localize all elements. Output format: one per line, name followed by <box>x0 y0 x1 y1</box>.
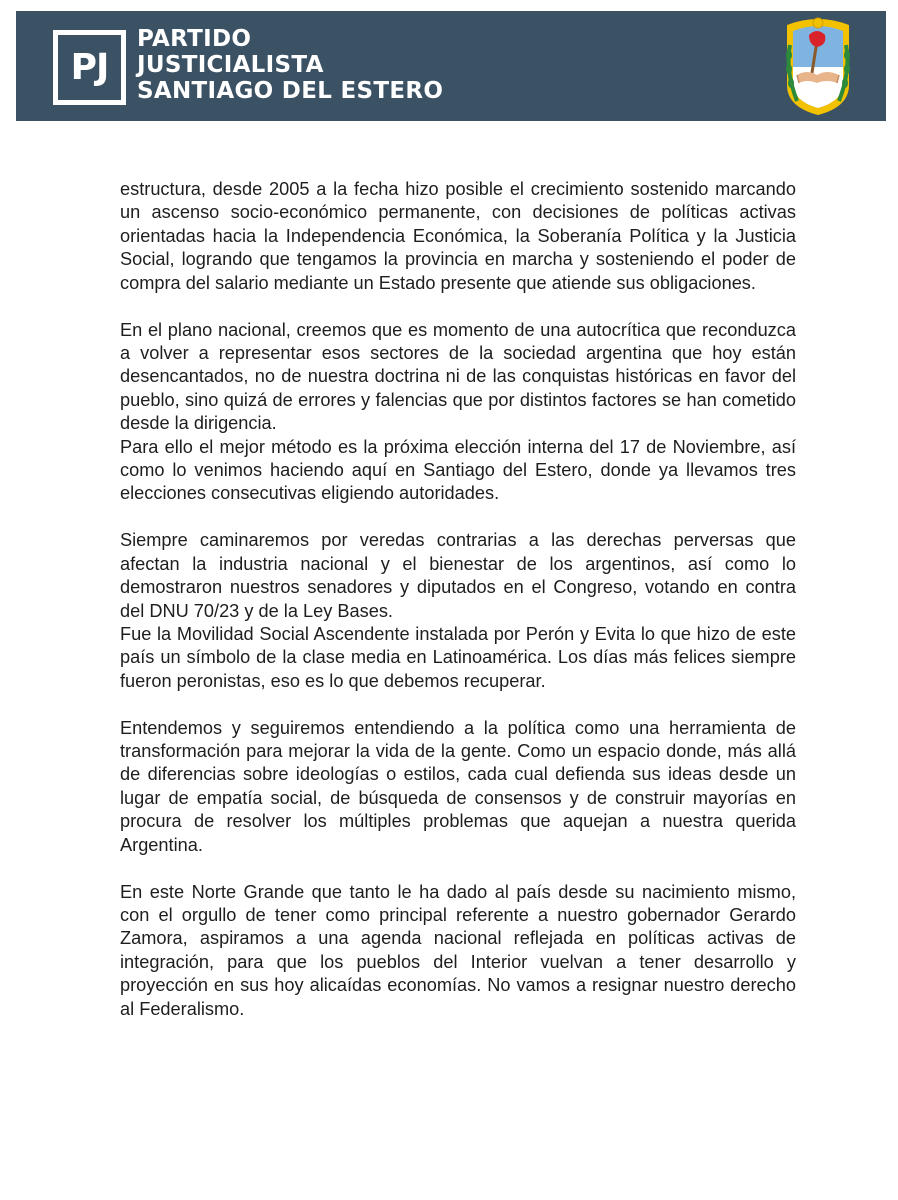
party-name-line-2: JUSTICIALISTA <box>137 52 324 78</box>
letterhead-banner <box>16 11 886 121</box>
paragraph: Siempre caminaremos por veredas contrarias a las derechas perversas que afectan la industria nacional y el bienestar de los argentinos, así como lo demostraron nuestros senadores y diputados en el Congreso, votando en contra del DNU 70/23 y de la Ley Bases. <box>120 530 796 621</box>
paragraph: estructura, desde 2005 a la fecha hizo posible el crecimiento sostenido marcando un ascenso socio-económico permanente, con decisiones de políticas activas orientadas hacia la Independencia Económica, la Soberanía Política y la Justicia Social, logrando que tengamos la provincia en marcha y sosteniendo el poder de compra del salario mediante un Estado presente que atiende sus obligaciones. <box>120 179 796 293</box>
peronist-shield-icon <box>781 15 855 117</box>
paragraph: En el plano nacional, creemos que es momento de una autocrítica que reconduzca a volver a representar esos sectores de la sociedad argentina que hoy están desencantados, no de nuestra doctrina ni de las conquistas históricas en favor del pueblo, sino quizá de errores y falencias que por distintos factores se han cometido desde la dirigencia. <box>120 319 796 434</box>
party-name-line-1: PARTIDO <box>137 26 252 52</box>
pj-logo-text: PJ <box>70 46 109 88</box>
paragraph: Entendemos y seguiremos entendiendo a la política como una herramienta de transformación para mejorar la vida de la gente. Como un espacio donde, más allá de diferencias sobre ideologías o estilos, cada cual defienda sus ideas desde un lugar de empatía social, de búsqueda de consensos y de construir mayorías en procura de resolver los múltiples problemas que aquejan a nuestra querida Argentina. <box>120 717 796 855</box>
letter-body <box>120 178 796 1021</box>
party-name <box>137 26 443 104</box>
pj-logo <box>53 30 126 105</box>
party-name-line-3: SANTIAGO DEL ESTERO <box>137 78 444 104</box>
paragraph: Para ello el mejor método es la próxima elección interna del 17 de Noviembre, así como lo venimos haciendo aquí en Santiago del Estero, donde ya llevamos tres elecciones consecutivas eligiendo autoridades. <box>120 436 796 504</box>
paragraph: En este Norte Grande que tanto le ha dado al país desde su nacimiento mismo, con el orgullo de tener como principal referente a nuestro gobernador Gerardo Zamora, aspiramos a una agenda nacional reflejada en políticas activas de integración, para que los pueblos del Interior vuelvan a tener desarrollo y proyección en sus hoy alicaídas economías. No vamos a resignar nuestro derecho al Federalismo. <box>120 881 796 1019</box>
paragraph: Fue la Movilidad Social Ascendente instalada por Perón y Evita lo que hizo de este país un símbolo de la clase media en Latinoamérica. Los días más felices siempre fueron peronistas, eso es lo que debemos recuperar. <box>120 623 796 691</box>
